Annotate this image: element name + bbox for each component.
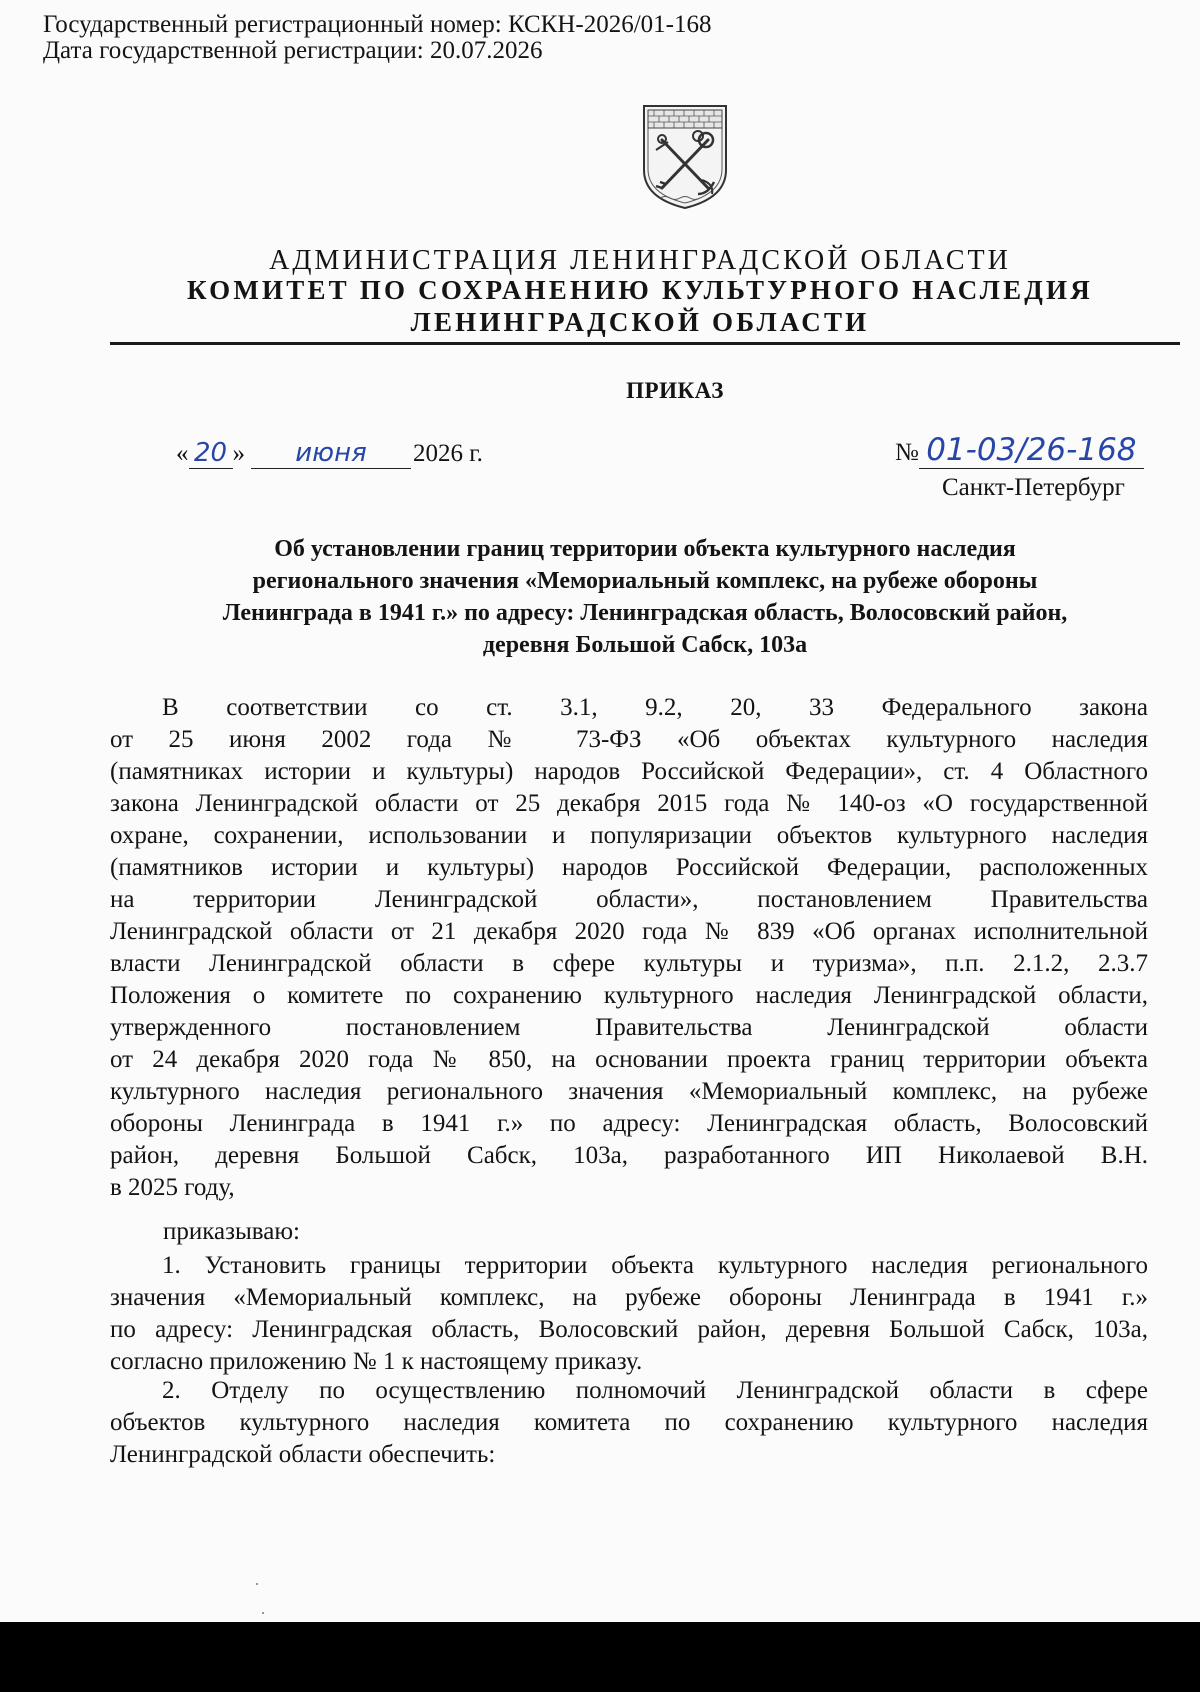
order-number — [895, 432, 1144, 469]
directive-word: приказываю: — [163, 1218, 300, 1245]
scan-bottom-edge — [0, 1622, 1200, 1692]
date-year: 2026 г. — [413, 440, 483, 467]
paragraph-line: Положения о комитете по сохранению культурного наследия Ленинградской области, — [110, 982, 1148, 1009]
paragraph-line: по адресу: Ленинградская область, Волосовский район, деревня Большой Сабск, 103а, — [110, 1316, 1148, 1343]
registration-number: Государственный регистрационный номер: КСКН-2026/01-168 — [43, 11, 712, 38]
paragraph-line: объектов культурного наследия комитета по сохранению культурного наследия — [110, 1409, 1148, 1436]
document-title — [110, 533, 1180, 661]
date-open-quote: « — [176, 440, 189, 467]
paragraph-line: от 25 июня 2002 года № 73-ФЗ «Об объектах культурного наследия — [110, 726, 1148, 753]
number-field — [919, 432, 1144, 469]
paragraph-line: на территории Ленинградской области», постановлением Правительства — [110, 886, 1148, 913]
order-item-2 — [110, 1375, 1148, 1471]
paragraph-line: В соответствии со ст. 3.1, 9.2, 20, 33 Федерального закона — [162, 694, 1148, 721]
paragraph-line: район, деревня Большой Сабск, 103а, разработанного ИП Николаевой В.Н. — [110, 1142, 1148, 1169]
paragraph-line: (памятниках истории и культуры) народов Российской Федерации», ст. 4 Областного — [110, 758, 1148, 785]
paragraph-line: в 2025 году, — [110, 1174, 235, 1201]
paragraph-line: согласно приложению № 1 к настоящему приказу. — [110, 1348, 643, 1375]
document-title-line: Ленинграда в 1941 г.» по адресу: Ленинградская область, Волосовский район, — [222, 600, 1068, 626]
document-title-line: Об установлении границ территории объекта культурного наследия — [274, 536, 1016, 562]
header-divider — [110, 342, 1180, 345]
paragraph-line: от 24 декабря 2020 года № 850, на основании проекта границ территории объекта — [110, 1046, 1148, 1073]
scan-speck — [262, 1612, 264, 1614]
date-month-field — [251, 438, 411, 469]
paragraph-line: значения «Мемориальный комплекс, на рубеже обороны Ленинграда в 1941 г.» — [110, 1284, 1148, 1311]
administration-heading: АДМИНИСТРАЦИЯ ЛЕНИНГРАДСКОЙ ОБЛАСТИ — [269, 245, 1011, 276]
paragraph-line: охране, сохранении, использовании и популяризации объектов культурного наследия — [110, 822, 1148, 849]
document-title-line: регионального значения «Мемориальный комплекс, на рубеже обороны — [252, 568, 1038, 594]
number-sign: № — [895, 439, 919, 466]
committee-heading-line1: КОМИТЕТ ПО СОХРАНЕНИЮ КУЛЬТУРНОГО НАСЛЕДИЯ — [187, 275, 1093, 305]
order-date — [176, 438, 483, 469]
paragraph-line: власти Ленинградской области в сфере культуры и туризма», п.п. 2.1.2, 2.3.7 — [110, 950, 1148, 977]
date-month: июня — [295, 438, 367, 468]
preamble-paragraph — [110, 692, 1148, 1204]
paragraph-line: культурного наследия регионального значения «Мемориальный комплекс, на рубеже — [110, 1078, 1148, 1105]
document-title-line: деревня Большой Сабск, 103а — [482, 632, 808, 658]
paragraph-line: 2. Отделу по осуществлению полномочий Ленинградской области в сфере — [162, 1377, 1148, 1404]
paragraph-line: закона Ленинградской области от 25 декабря 2015 года № 140-оз «О государственной — [110, 790, 1148, 817]
paragraph-line: утвержденного постановлением Правительства Ленинградской области — [110, 1014, 1148, 1041]
order-city: Санкт-Петербург — [942, 474, 1125, 501]
registration-stamp — [43, 12, 712, 64]
paragraph-line: Ленинградской области от 21 декабря 2020 года № 839 «Об органах исполнительной — [110, 918, 1148, 945]
scan-speck — [256, 1583, 258, 1585]
order-item-1 — [110, 1250, 1148, 1378]
date-day-field — [189, 438, 233, 469]
date-day: 20 — [193, 438, 228, 468]
number-value: 01-03/26-168 — [926, 432, 1137, 468]
registration-date: Дата государственной регистрации: 20.07.2026 — [43, 37, 543, 64]
date-close-quote: » — [232, 440, 245, 467]
committee-heading-line2: ЛЕНИНГРАДСКОЙ ОБЛАСТИ — [410, 307, 870, 337]
coat-of-arms-icon — [640, 102, 730, 212]
order-title: ПРИКАЗ — [626, 378, 724, 403]
paragraph-line: обороны Ленинграда в 1941 г.» по адресу: Ленинградская область, Волосовский — [110, 1110, 1148, 1137]
paragraph-line: 1. Установить границы территории объекта культурного наследия регионального — [162, 1252, 1148, 1279]
paragraph-line: Ленинградской области обеспечить: — [110, 1441, 496, 1468]
paragraph-line: (памятников истории и культуры) народов Российской Федерации, расположенных — [110, 854, 1148, 881]
